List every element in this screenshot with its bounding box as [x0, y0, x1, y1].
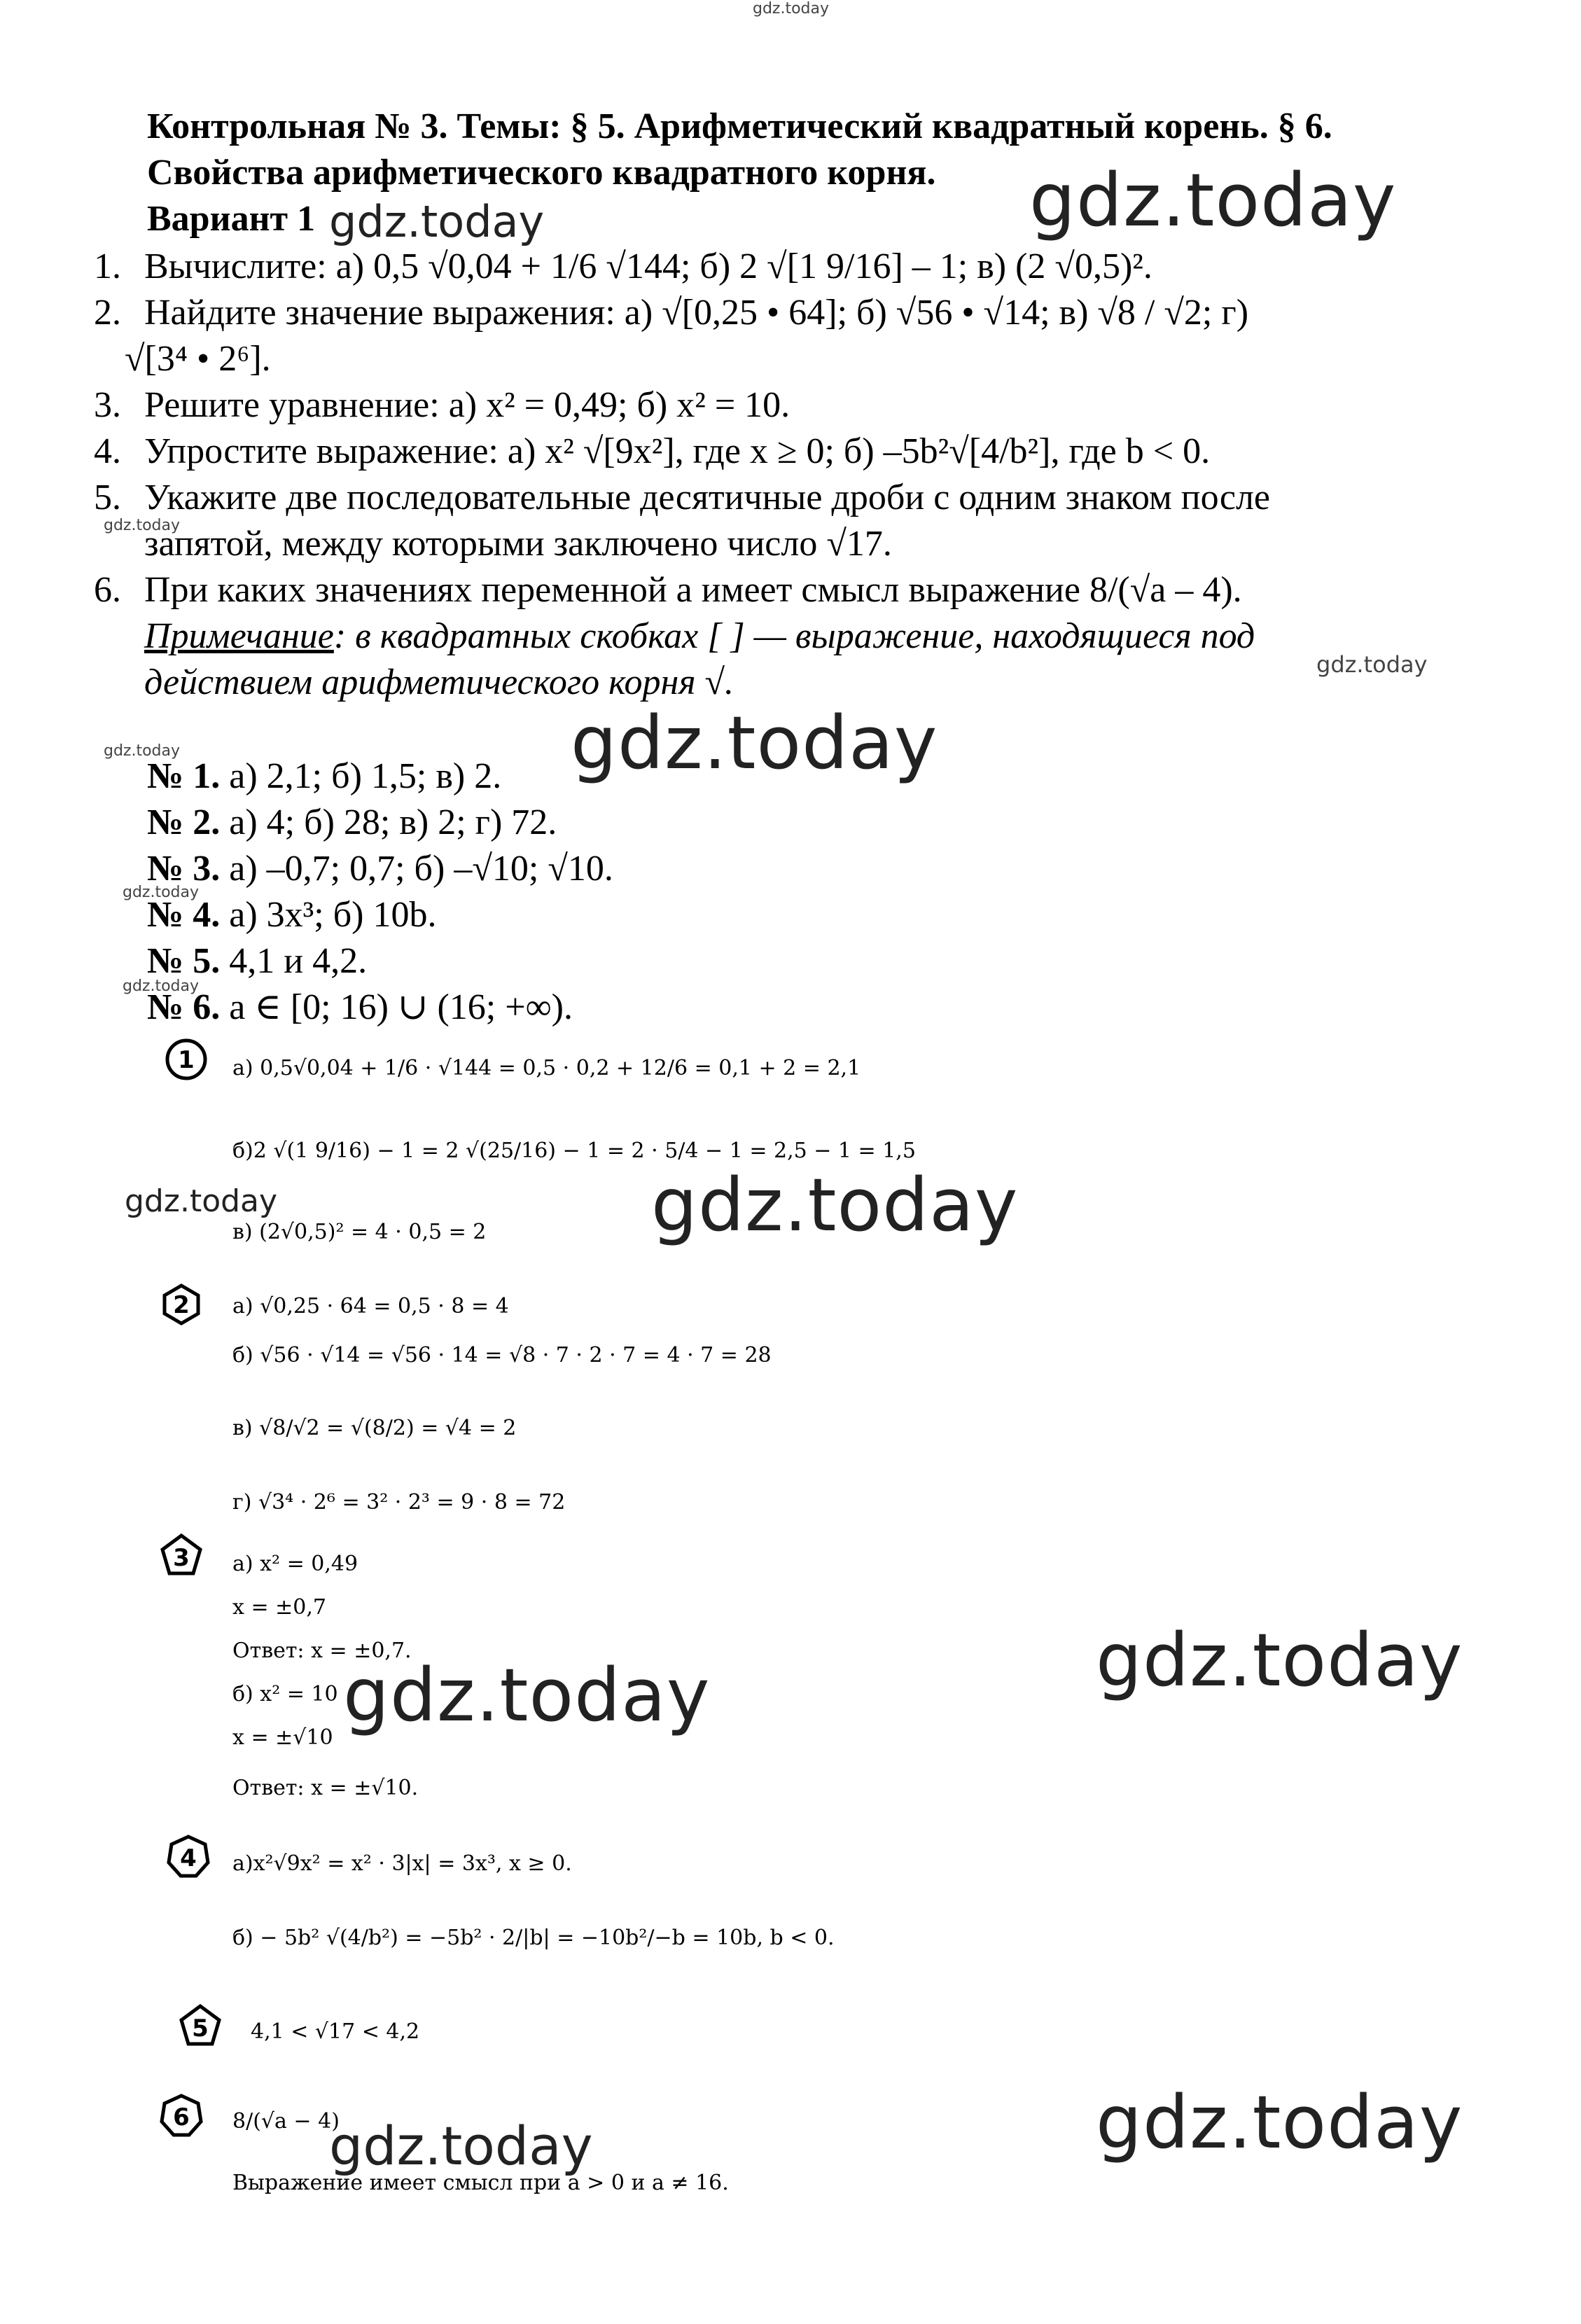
task-text: Укажите две последовательные десятичные дроби с одним знаком после [144, 478, 1271, 517]
watermark-medium: gdz.today [329, 196, 545, 247]
badge-number: 3 [173, 1544, 190, 1572]
watermark-small: gdz.today [123, 884, 200, 901]
header-line1: Контрольная № 3. Темы: § 5. Арифметический квадратный корень. § 6. [147, 106, 1332, 146]
solution-3a2: x = ±0,7 [232, 1595, 326, 1620]
solution-6-text: Выражение имеет смысл при a > 0 и a ≠ 16. [232, 2171, 729, 2195]
answer-label: № 5. [147, 941, 221, 981]
watermark-small: gdz.today [1316, 651, 1428, 678]
answer-label: № 2. [147, 802, 221, 842]
watermark-large: gdz.today [1096, 1617, 1463, 1703]
solution-1a: а) 0,5√0,04 + 1/6 · √144 = 0,5 · 0,2 + 12/6 = 0,1 + 2 = 2,1 [232, 1056, 861, 1080]
watermark-small: gdz.today [104, 517, 181, 534]
badge-5-icon [179, 2004, 222, 2047]
solution-6-expr: 8/(√a − 4) [232, 2109, 340, 2134]
answer-4 [147, 892, 436, 938]
answer-1 [147, 753, 501, 800]
badge-4-icon [167, 1835, 210, 1878]
badge-number: 1 [178, 1046, 195, 1074]
task-text: При каких значениях переменной a имеет смысл выражение 8/(√a – 4). [144, 570, 1242, 610]
answer-label: № 1. [147, 756, 221, 796]
watermark-large: gdz.today [1096, 2080, 1463, 2165]
solution-4b: б) − 5b² √(4/b²) = −5b² · 2/|b| = −10b²/−b = 10b, b < 0. [232, 1926, 835, 1950]
answer-3 [147, 846, 613, 892]
answer-text: a ∈ [0; 16) ∪ (16; +∞). [220, 987, 573, 1027]
solution-4a: а)x²√9x² = x² · 3|x| = 3x³, x ≥ 0. [232, 1851, 572, 1876]
task-3 [94, 382, 790, 429]
badge-number: 4 [180, 1844, 197, 1872]
task-5 [94, 475, 1270, 521]
solution-1c: в) (2√0,5)² = 4 · 0,5 = 2 [232, 1220, 487, 1244]
solution-5: 4,1 < √17 < 4,2 [251, 2019, 420, 2044]
task-2-cont: √[3⁴ • 2⁶]. [125, 339, 271, 379]
answer-text: 4,1 и 4,2. [220, 941, 368, 981]
solution-3b3: Ответ: x = ±√10. [232, 1776, 419, 1800]
task-4 [94, 429, 1210, 475]
task-number: 6. [94, 570, 121, 610]
badge-1-icon [165, 1038, 208, 1081]
badge-2-icon [160, 1283, 203, 1326]
watermark-large: gdz.today [571, 700, 938, 786]
note-label: Примечание [144, 616, 334, 656]
solution-2c: в) √8/√2 = √(8/2) = √4 = 2 [232, 1416, 517, 1440]
task-number: 5. [94, 478, 121, 517]
badge-number: 6 [173, 2103, 190, 2131]
task-number: 4. [94, 431, 121, 471]
answer-6 [147, 984, 573, 1031]
answer-text: а) 4; б) 28; в) 2; г) 72. [220, 802, 557, 842]
task-text: Найдите значение выражения: а) √[0,25 • 64]; б) √56 • √14; в) √8 / √2; г) [144, 293, 1249, 333]
task-number: 3. [94, 385, 121, 425]
watermark-small: gdz.today [123, 977, 200, 995]
solution-2a: а) √0,25 · 64 = 0,5 · 8 = 4 [232, 1294, 509, 1318]
solution-2b: б) √56 · √14 = √56 · 14 = √8 · 7 · 2 · 7 = 4 · 7 = 28 [232, 1343, 772, 1368]
answer-label: № 6. [147, 987, 221, 1027]
watermark-top: gdz.today [753, 0, 830, 18]
task-text: Вычислите: а) 0,5 √0,04 + 1/6 √144; б) 2 √[1 9/16] – 1; в) (2 √0,5)². [144, 246, 1152, 286]
header-line2: Свойства арифметического квадратного корня. [147, 153, 936, 193]
badge-number: 2 [173, 1291, 190, 1319]
note-text: : в квадратных скобках [ ] — выражение, находящиеся под [333, 616, 1255, 656]
watermark-medium: gdz.today [125, 1183, 278, 1219]
solution-2d: г) √3⁴ · 2⁶ = 3² · 2³ = 9 · 8 = 72 [232, 1490, 566, 1515]
task-number: 2. [94, 293, 121, 333]
task-1 [94, 244, 1152, 290]
task-5-cont: запятой, между которыми заключено число √17. [144, 524, 892, 564]
task-2 [94, 290, 1248, 336]
note-line1 [144, 613, 1255, 660]
watermark-large: gdz.today [1029, 158, 1397, 243]
answer-label: № 3. [147, 849, 221, 889]
watermark-large: gdz.today [651, 1162, 1019, 1248]
note-line2: действием арифметического корня √. [144, 662, 734, 702]
task-6 [94, 567, 1242, 613]
badge-number: 5 [192, 2015, 209, 2043]
answer-label: № 4. [147, 895, 221, 935]
badge-6-icon [160, 2094, 203, 2137]
solution-1b: б)2 √(1 9/16) − 1 = 2 √(25/16) − 1 = 2 · 5/4 − 1 = 2,5 − 1 = 1,5 [232, 1139, 916, 1163]
variant-title: Вариант 1 [147, 199, 316, 239]
answer-2 [147, 800, 557, 846]
answer-text: а) 3x³; б) 10b. [220, 895, 437, 935]
solution-3b2: x = ±√10 [232, 1725, 333, 1750]
answer-text: а) 2,1; б) 1,5; в) 2. [220, 756, 502, 796]
watermark-medium: gdz.today [329, 2115, 593, 2177]
answer-text: а) –0,7; 0,7; б) –√10; √10. [220, 849, 613, 889]
task-number: 1. [94, 246, 121, 286]
watermark-large: gdz.today [343, 1652, 711, 1738]
watermark-small: gdz.today [104, 742, 181, 760]
badge-3-icon [160, 1533, 203, 1577]
solution-3a1: а) x² = 0,49 [232, 1552, 358, 1576]
solution-3b1: б) x² = 10 [232, 1682, 338, 1706]
task-text: Решите уравнение: а) x² = 0,49; б) x² = 10. [144, 385, 790, 425]
task-text: Упростите выражение: а) x² √[9x²], где x ≥ 0; б) –5b²√[4/b²], где b < 0. [144, 431, 1211, 471]
solution-3a3: Ответ: x = ±0,7. [232, 1638, 412, 1663]
